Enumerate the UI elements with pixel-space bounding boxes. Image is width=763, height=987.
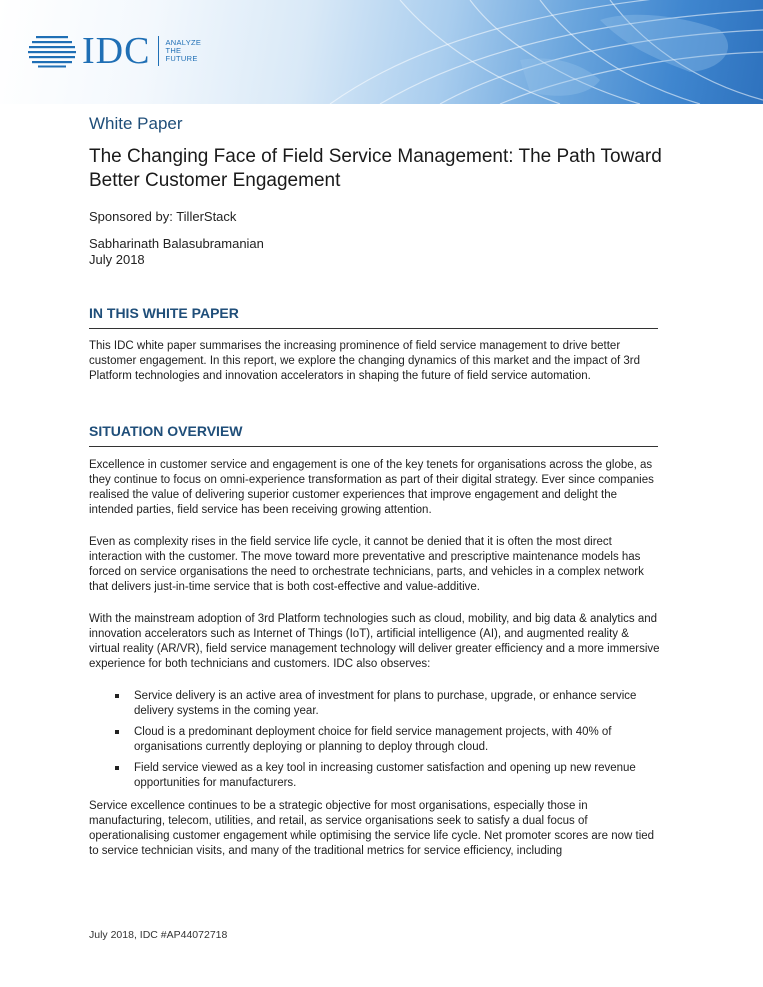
header-banner	[0, 0, 763, 104]
author-name: Sabharinath Balasubramanian	[89, 236, 264, 251]
paragraph-overview-3: With the mainstream adoption of 3rd Platform technologies such as cloud, mobility, and big data & analytics and innovation accelerators such as Internet of Things (IoT), artificial intelligence (AI), and augmented reality & virtual reality (AR/VR), field service management technology will deliver greater efficiency and a more immersive experience for both technicians and customers. IDC also observes:	[89, 613, 660, 670]
publication-date: July 2018	[89, 252, 145, 267]
bullet-icon	[115, 766, 119, 770]
sponsor-line: Sponsored by: TillerStack	[89, 209, 237, 224]
paragraph-intro: This IDC white paper summarises the increasing prominence of field service management to drive better customer engagement. In this report, we explore the changing dynamics of this market and the impact of 3rd Platform technologies and innovation accelerators in shaping the future of field service automation.	[89, 340, 641, 382]
bullet-icon	[115, 694, 119, 698]
document-type: White Paper	[89, 114, 183, 133]
paragraph-overview-2: Even as complexity rises in the field service life cycle, it cannot be denied that it is often the most direct interaction with the customer. The move toward more preventative and prescriptive maintenance models has forced on service organisations the need to orchestrate technicians, parts, and vehicles in a complex network that delivers just-in-time service that is both cost-effective and value-additive.	[89, 536, 644, 593]
globe-lines-icon	[28, 34, 76, 68]
paragraph-overview-4: Service excellence continues to be a strategic objective for most organisations, especially those in manufacturing, telecom, utilities, and retail, as service organisations seek to satisfy a dual focus of operationalising customer engagement while optimising the service life cycle. Net promoter scores are now tied to service technician visits, and many of the traditional metrics for service efficiency, including	[89, 800, 655, 857]
author-block	[89, 236, 264, 268]
list-item: Cloud is a predominant deployment choice for field service management projects, with 40% of organisations currently deploying or planning to deploy through cloud.	[115, 725, 660, 755]
page-footer: July 2018, IDC #AP44072718	[89, 929, 228, 941]
idc-logo[interactable]	[28, 30, 202, 72]
logo-tagline: ANALYZE THE FUTURE	[165, 38, 202, 63]
paragraph-overview-1: Excellence in customer service and engagement is one of the key tenets for organisations across the globe, as they continue to focus on omni-experience transformation as part of their digital strategy. Ever since companies realised the value of delivering superior customer experiences that improve engagement and delight the intended parties, field service has been receiving growing attention.	[89, 459, 654, 516]
document-title: The Changing Face of Field Service Management: The Path Toward Better Customer Engagement	[89, 146, 662, 191]
section-heading-in-this-paper: IN THIS WHITE PAPER	[89, 305, 658, 329]
observations-list	[115, 689, 660, 797]
section-heading-situation-overview: SITUATION OVERVIEW	[89, 423, 658, 447]
logo-wordmark: IDC	[82, 30, 151, 72]
bullet-icon	[115, 730, 119, 734]
list-item: Service delivery is an active area of investment for plans to purchase, upgrade, or enhance service delivery systems in the coming year.	[115, 689, 660, 719]
logo-divider	[158, 36, 159, 66]
list-item: Field service viewed as a key tool in increasing customer satisfaction and opening up new revenue opportunities for manufacturers.	[115, 761, 660, 791]
